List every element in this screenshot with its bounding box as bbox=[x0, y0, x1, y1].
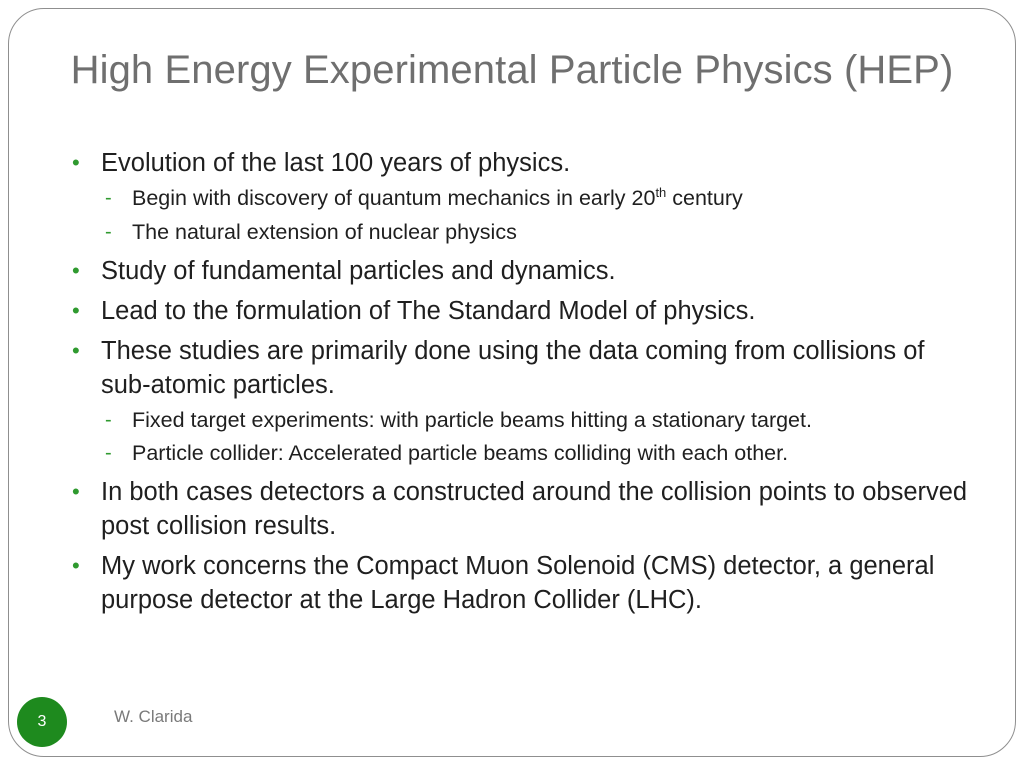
bullet-item bbox=[72, 294, 972, 328]
dash-icon: - bbox=[105, 409, 112, 431]
slide-content bbox=[72, 140, 972, 617]
sub-bullet-text: Particle collider: Accelerated particle beams colliding with each other. bbox=[132, 441, 789, 465]
bullet-dot-icon: • bbox=[72, 553, 80, 578]
sub-bullet-item bbox=[72, 183, 972, 214]
dash-icon: - bbox=[105, 442, 112, 464]
sub-bullet-item bbox=[72, 438, 972, 469]
sub-bullet-text-main: Begin with discovery of quantum mechanics in early 20 bbox=[132, 186, 656, 210]
bullet-item bbox=[72, 549, 972, 617]
bullet-item bbox=[72, 254, 972, 288]
bullet-item bbox=[72, 146, 972, 180]
dash-icon: - bbox=[105, 187, 112, 209]
sub-bullet-text-tail: century bbox=[666, 186, 743, 210]
sub-bullet-text: Fixed target experiments: with particle beams hitting a stationary target. bbox=[132, 408, 812, 432]
bullet-item bbox=[72, 334, 972, 402]
bullet-dot-icon: • bbox=[72, 298, 80, 323]
bullet-text: Study of fundamental particles and dynamics. bbox=[101, 257, 616, 285]
bullet-dot-icon: • bbox=[72, 479, 80, 504]
bullet-text: These studies are primarily done using the data coming from collisions of sub-atomic particles. bbox=[101, 337, 925, 399]
bullet-dot-icon: • bbox=[72, 150, 80, 175]
slide-title: High Energy Experimental Particle Physics (HEP) bbox=[70, 48, 954, 92]
bullet-dot-icon: • bbox=[72, 258, 80, 283]
superscript: th bbox=[655, 185, 667, 200]
dash-icon: - bbox=[105, 221, 112, 243]
sub-bullet-text: The natural extension of nuclear physics bbox=[132, 220, 517, 244]
bullet-text: Lead to the formulation of The Standard Model of physics. bbox=[101, 297, 756, 325]
bullet-text: My work concerns the Compact Muon Solenoid (CMS) detector, a general purpose detector at the Large Hadron Collider (LHC). bbox=[101, 552, 935, 614]
sub-bullet-item bbox=[72, 217, 972, 248]
sub-bullet-text bbox=[132, 186, 743, 210]
page-number-badge: 3 bbox=[17, 697, 67, 747]
bullet-dot-icon: • bbox=[72, 338, 80, 363]
bullet-text: In both cases detectors a constructed around the collision points to observed post collision results. bbox=[101, 478, 968, 540]
bullet-text: Evolution of the last 100 years of physics. bbox=[101, 149, 571, 177]
footer-author: W. Clarida bbox=[114, 707, 193, 726]
sub-bullet-item bbox=[72, 405, 972, 435]
bullet-item bbox=[72, 475, 972, 543]
